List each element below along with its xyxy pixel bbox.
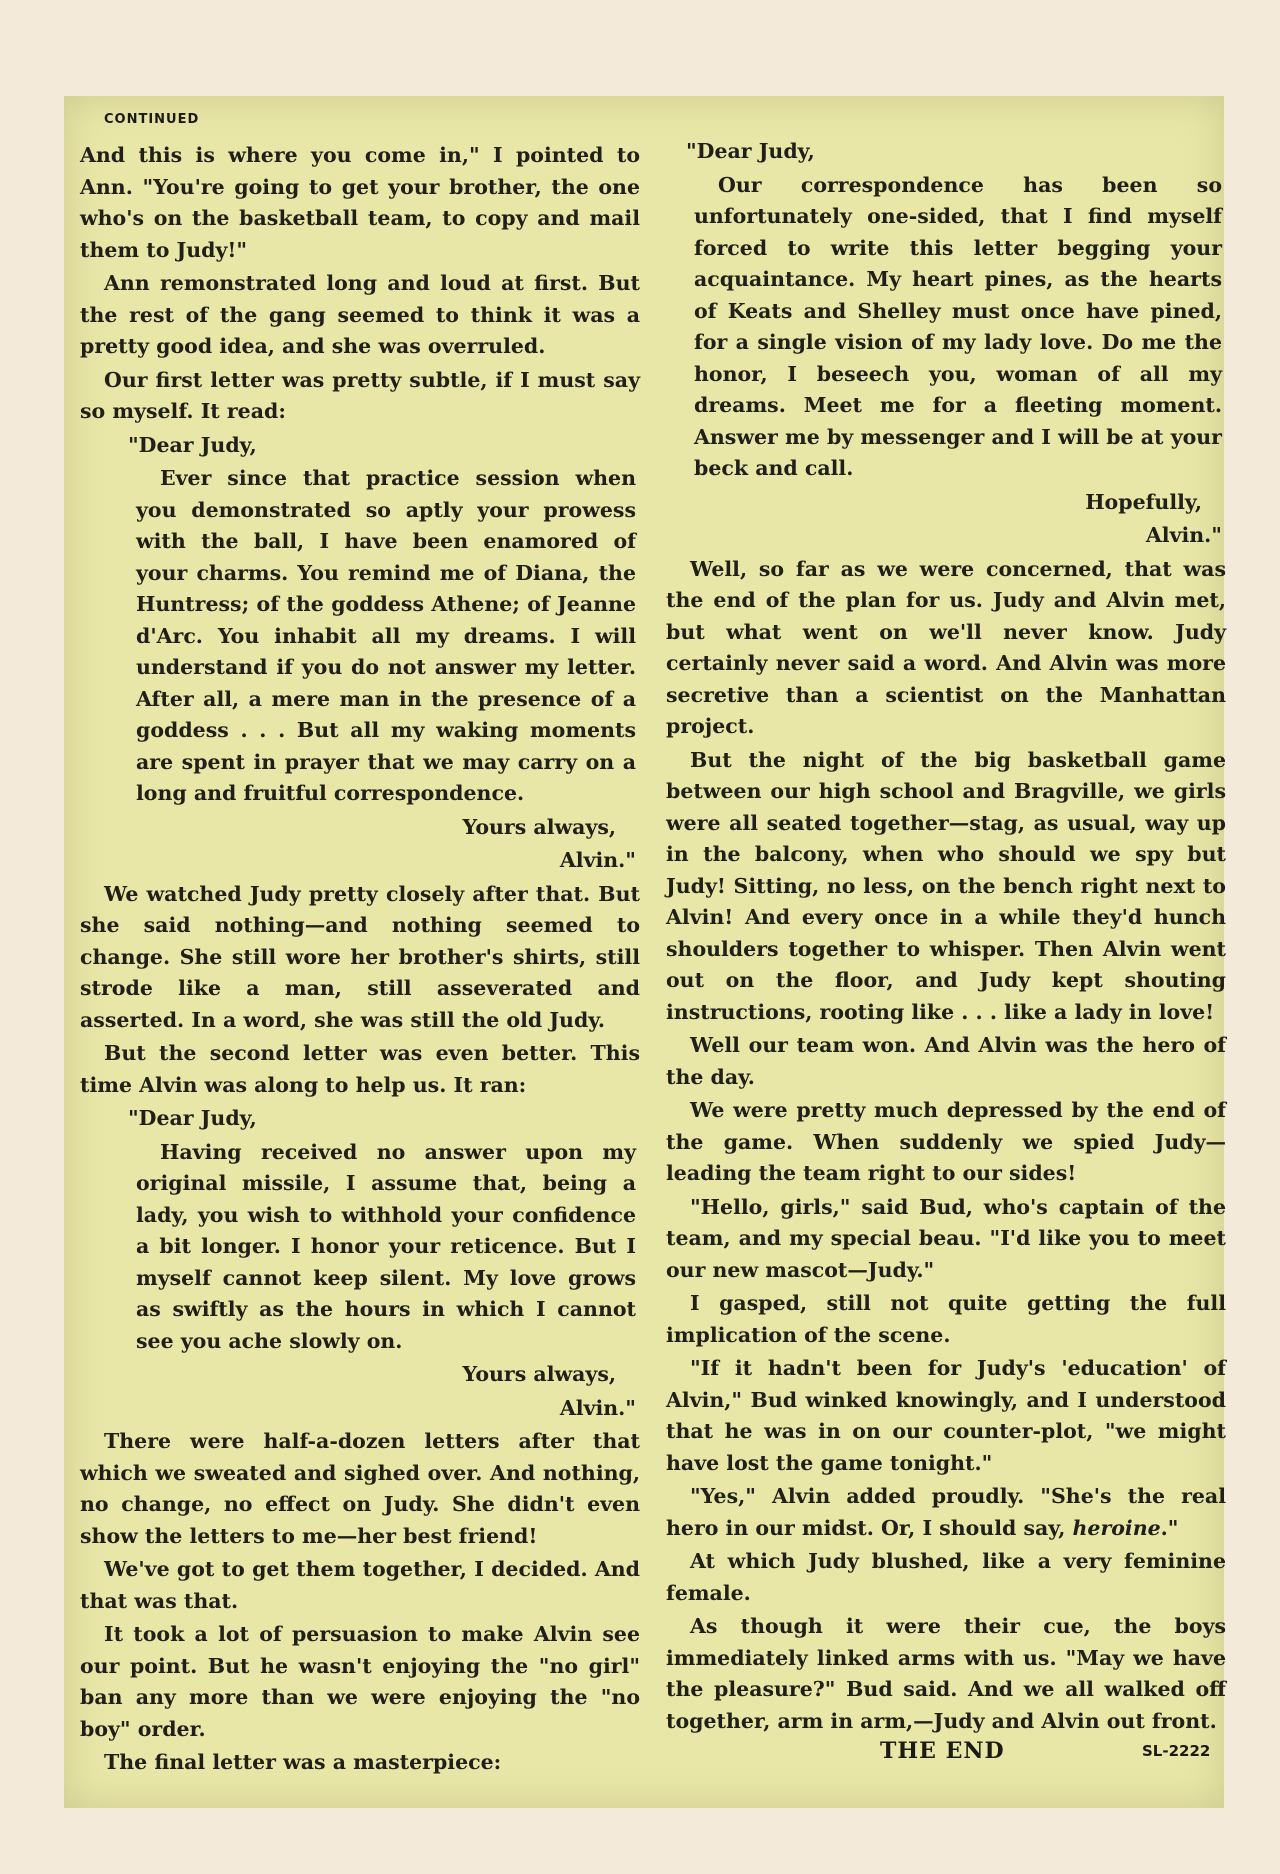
letter-body: Ever since that practice session when you demonstrated so aptly your prowess with the ball, I have been enamored of your charms. You remind me of Diana, the Huntress; of the goddess Athene; of Jeanne d'Arc. You inhabit all my dreams. I will understand if you do not answer my letter. After all, a mere man in the presence of a goddess . . . But all my waking moments are spent in prayer that we may carry on a long and fruitful correspondence.	[136, 466, 636, 805]
letter-3	[666, 136, 1226, 552]
letter-body: Our correspondence has been so unfortunately one-sided, that I find myself forced to write this letter begging your acquaintance. My heart pines, as the hearts of Keats and Shelley must once have pined, for a single vision of my lady love. Do me the honor, I beseech you, woman of all my dreams. Meet me for a fleeting moment. Answer me by messenger and I will be at your beck and call.	[694, 172, 1222, 480]
letter-closing: Yours always,	[462, 1362, 616, 1386]
letter-closing: Yours always,	[462, 814, 616, 839]
paragraph: I gasped, still not quite getting the full implication of the scene.	[666, 1291, 1226, 1347]
paragraph: We've got to get them together, I decided. And that was that.	[80, 1557, 640, 1613]
story-code: SL-2222	[1142, 1742, 1211, 1760]
paragraph: "If it hadn't been for Judy's 'education' of Alvin," Bud winked knowingly, and I understood that he was in on our counter-plot, "we might have lost the game tonight."	[666, 1356, 1226, 1475]
letter-body: Having received no answer upon my original missile, I assume that, being a lady, you wish to withhold your confidence a bit longer. I honor your reticence. But I myself cannot keep silent. My love grows as swiftly as the hours in which I cannot see you ache slowly on.	[136, 1139, 636, 1353]
paragraph: And this is where you come in," I pointed to Ann. "You're going to get your brother, the one who's on the basketball team, to copy and mail them to Judy!"	[80, 143, 640, 262]
letter-salutation: "Dear Judy,	[128, 1106, 257, 1130]
paragraph: At which Judy blushed, like a very feminine female.	[666, 1549, 1226, 1605]
paragraph: We were pretty much depressed by the end of the game. When suddenly we spied Judy—leading the team right to our sides!	[666, 1098, 1226, 1185]
text-run: ."	[1160, 1515, 1179, 1540]
letter-salutation: "Dear Judy,	[686, 139, 815, 163]
letter-closing: Hopefully,	[1085, 489, 1202, 514]
letter-2	[80, 1103, 640, 1424]
paragraph: It took a lot of persuasion to make Alvin see our point. But he wasn't enjoying the "no girl" ban any more than we were enjoying the "no boy" order.	[80, 1622, 640, 1741]
paragraph: As though it were their cue, the boys immediately linked arms with us. "May we have the pleasure?" Bud said. And we all walked off together, arm in arm,—Judy and Alvin out front.	[666, 1614, 1226, 1733]
paragraph: Our first letter was pretty subtle, if I must say so myself. It read:	[80, 367, 640, 423]
letter-signature: Alvin."	[559, 1395, 636, 1420]
continued-label: CONTINUED	[104, 112, 200, 127]
letter-signature: Alvin."	[1145, 523, 1222, 547]
text-run: "Yes," Alvin added proudly. "She's the real hero in our midst. Or, I should say,	[666, 1484, 1226, 1540]
paragraph: Ann remonstrated long and loud at first. But the rest of the gang seemed to think it was a pretty good idea, and she was overruled.	[80, 271, 640, 358]
the-end-label: THE END	[880, 1738, 1005, 1764]
paragraph: There were half-a-dozen letters after that which we sweated and sighed over. And nothing, no change, no effect on Judy. She didn't even show the letters to me—her best friend!	[80, 1429, 640, 1548]
letter-salutation: "Dear Judy,	[128, 432, 257, 457]
paragraph	[666, 1481, 1226, 1544]
left-column	[80, 140, 640, 1781]
paragraph: But the second letter was even better. This time Alvin was along to help us. It ran:	[80, 1041, 640, 1097]
letter-1	[80, 430, 640, 877]
paragraph: But the night of the big basketball game between our high school and Bragville, we girls were all seated together—stag, as usual, way up in the balcony, when who should we spy but Judy! Sitting, no less, on the bench right next to Alvin! And every once in a while they'd hunch shoulders together to whisper. Then Alvin went out on the floor, and Judy kept shouting instructions, rooting like . . . like a lady in love!	[666, 747, 1226, 1024]
emphasis-heroine: heroine	[1072, 1515, 1161, 1540]
letter-signature: Alvin."	[559, 848, 636, 872]
paragraph: We watched Judy pretty closely after that. But she said nothing—and nothing seemed to change. She still wore her brother's shirts, still strode like a man, still asseverated and asserted. In a word, she was still the old Judy.	[80, 881, 640, 1032]
paragraph: "Hello, girls," said Bud, who's captain of the team, and my special beau. "I'd like you to meet our new mascot—Judy."	[666, 1194, 1226, 1282]
paragraph: Well, so far as we were concerned, that was the end of the plan for us. Judy and Alvin met, but what went on we'll never know. Judy certainly never said a word. And Alvin was more secretive than a scientist on the Manhattan project.	[666, 556, 1226, 738]
paragraph: Well our team won. And Alvin was the hero of the day.	[666, 1033, 1226, 1089]
paragraph: The final letter was a masterpiece:	[104, 1750, 502, 1774]
right-column	[666, 136, 1226, 1739]
